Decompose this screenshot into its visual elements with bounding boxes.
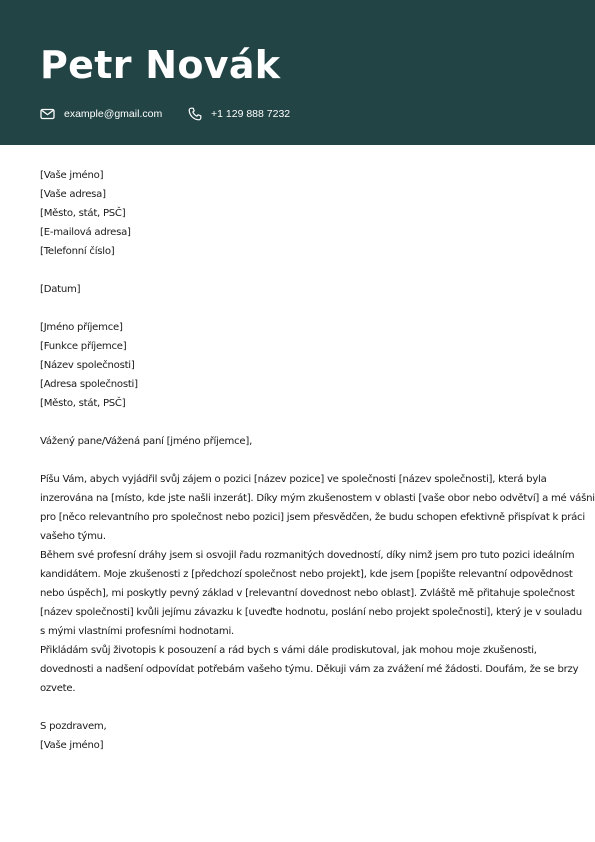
- recipient-name: [Jméno příjemce]: [40, 322, 123, 333]
- phone-icon: [188, 107, 202, 121]
- phone-text: +1 129 888 7232: [211, 108, 291, 120]
- sender-address-line: [Vaše adresa]: [40, 189, 106, 200]
- body-line: kandidátem. Moje zkušenosti z [předchozí společnost nebo projekt], kde jsem [popište relevantní odpovědnost: [40, 569, 573, 580]
- body-line: pro [něco relevantního pro společnost nebo pozici] jsem přesvědčen, že budu schopen efektivně přispívat k práci: [40, 512, 585, 523]
- recipient-address: [40, 318, 554, 413]
- date-line: [Datum]: [40, 284, 81, 295]
- applicant-name: Petr Novák: [40, 43, 281, 87]
- sender-email-line: [E-mailová adresa]: [40, 227, 131, 238]
- body-line: Píšu Vám, abych vyjádřil svůj zájem o pozici [název pozice] ve společnosti [název společnosti], která byla: [40, 474, 547, 485]
- recipient-company: [Název společnosti]: [40, 360, 135, 371]
- recipient-title: [Funkce příjemce]: [40, 341, 127, 352]
- body-line: ozvete.: [40, 683, 76, 694]
- envelope-icon: [40, 107, 55, 121]
- sender-name: [Vaše jméno]: [40, 170, 104, 181]
- letter-paragraphs: [40, 470, 595, 698]
- body-line: dovednosti a nadšení odpovídat potřebám vašeho týmu. Děkuji vám za zvážení mé žádosti. Doufám, že se brzy: [40, 664, 579, 675]
- header-banner: [0, 0, 595, 145]
- letter-body: [40, 166, 595, 774]
- closing-line: S pozdravem,: [40, 721, 107, 732]
- signature-line: [Vaše jméno]: [40, 740, 104, 751]
- greeting-line: Vážený pane/Vážená paní [jméno příjemce],: [40, 436, 253, 447]
- body-line: nebo úspěch], mi poskytly pevný základ v [relevantní dovednost nebo oblast]. Zvláště mě přitahuje společnost: [40, 588, 575, 599]
- body-line: [název společnosti] kvůli jejímu závazku k [uveďte hodnotu, poslání nebo projekt společnosti], který je v souladu: [40, 607, 582, 618]
- sender-phone-line: [Telefonní číslo]: [40, 246, 115, 257]
- greeting: [40, 432, 554, 451]
- recipient-city-line: [Město, stát, PSČ]: [40, 398, 126, 409]
- recipient-company-address: [Adresa společnosti]: [40, 379, 138, 390]
- body-line: s mými vlastními profesními hodnotami.: [40, 626, 234, 637]
- body-line: Během své profesní dráhy jsem si osvojil řadu rozmanitých dovedností, díky nimž jsem pro tuto pozici ideálním: [40, 550, 575, 561]
- body-line: inzerována na [místo, kde jste našli inzerát]. Díky mým zkušenostem v oblasti [vaše obor nebo odvětví] a mé vášni: [40, 493, 595, 504]
- sender-city-line: [Město, stát, PSČ]: [40, 208, 126, 219]
- letter-closing: [40, 717, 554, 755]
- letter-date: [40, 280, 554, 299]
- body-line: Přikládám svůj životopis k posouzení a rád bych s vámi dále prodiskutoval, jak mohou moje zkušenosti,: [40, 645, 537, 656]
- sender-address: [40, 166, 554, 261]
- contact-phone: [188, 105, 290, 123]
- contact-email: [40, 105, 162, 123]
- body-line: vašeho týmu.: [40, 531, 106, 542]
- email-text: example@gmail.com: [64, 108, 163, 120]
